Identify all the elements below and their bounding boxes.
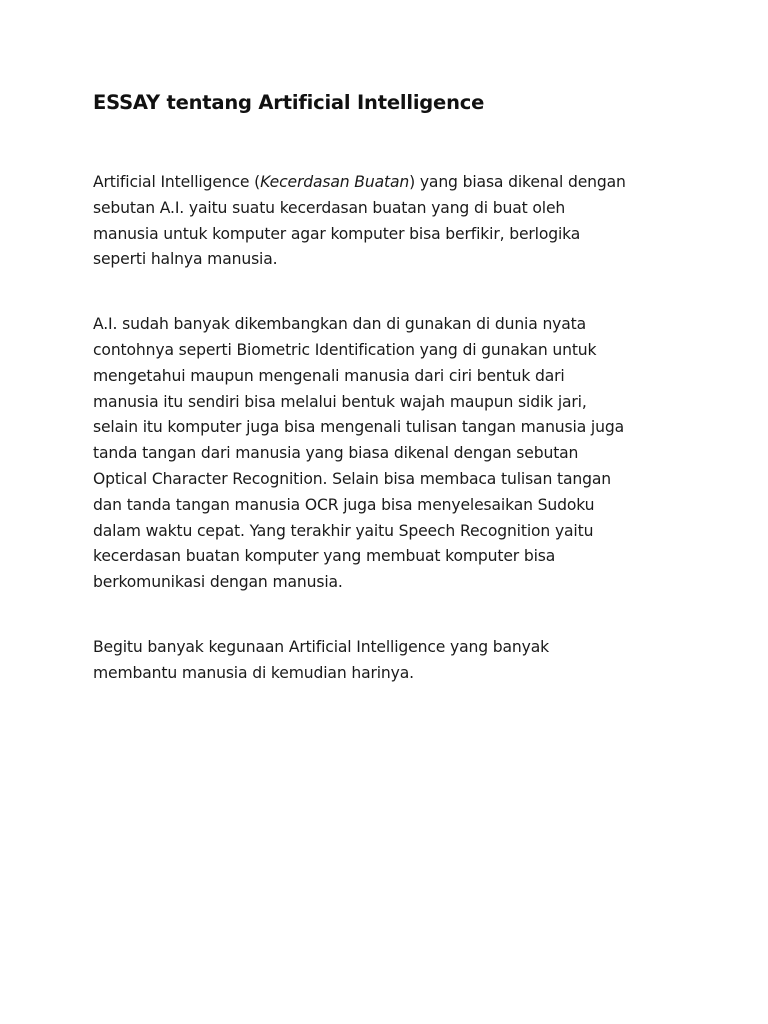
paragraph-line: manusia itu sendiri bisa melalui bentuk wajah maupun sidik jari,: [93, 392, 587, 411]
paragraph-text: Artificial Intelligence (: [93, 173, 261, 191]
paragraph-line: dalam waktu cepat. Yang terakhir yaitu Speech Recognition yaitu: [93, 521, 594, 540]
paragraph-line: manusia untuk komputer agar komputer bisa berfikir, berlogika: [93, 224, 581, 243]
paragraph-text: ) yang biasa dikenal dengan: [409, 173, 626, 191]
paragraph-line: contohnya seperti Biometric Identification yang di gunakan untuk: [93, 340, 597, 359]
italic-term: Kecerdasan Buatan: [260, 173, 410, 191]
paragraph-line: [93, 170, 673, 196]
paragraph-line: mengetahui maupun mengenali manusia dari ciri bentuk dari: [93, 366, 565, 385]
paragraph-line: selain itu komputer juga bisa mengenali tulisan tangan manusia juga: [93, 418, 624, 437]
paragraph-line: berkomunikasi dengan manusia.: [93, 573, 343, 592]
document-body: [93, 88, 673, 687]
paragraph-line: Begitu banyak kegunaan Artificial Intelligence yang banyak: [93, 637, 550, 656]
document-title: ESSAY tentang Artificial Intelligence: [93, 91, 485, 114]
paragraph-line: sebutan A.I. yaitu suatu kecerdasan buatan yang di buat oleh: [93, 198, 566, 217]
paragraph-line: kecerdasan buatan komputer yang membuat komputer bisa: [93, 547, 556, 566]
paragraph-intro: [93, 170, 673, 273]
paragraph-line: dan tanda tangan manusia OCR juga bisa menyelesaikan Sudoku: [93, 495, 595, 514]
paragraph-line: membantu manusia di kemudian harinya.: [93, 663, 414, 682]
paragraph-line: Optical Character Recognition. Selain bisa membaca tulisan tangan: [93, 469, 611, 488]
paragraph-conclusion: [93, 635, 673, 687]
paragraph-applications: [93, 312, 673, 596]
paragraph-line: seperti halnya manusia.: [93, 250, 278, 269]
paragraph-line: A.I. sudah banyak dikembangkan dan di gunakan di dunia nyata: [93, 315, 587, 334]
paragraph-line: tanda tangan dari manusia yang biasa dikenal dengan sebutan: [93, 444, 579, 463]
